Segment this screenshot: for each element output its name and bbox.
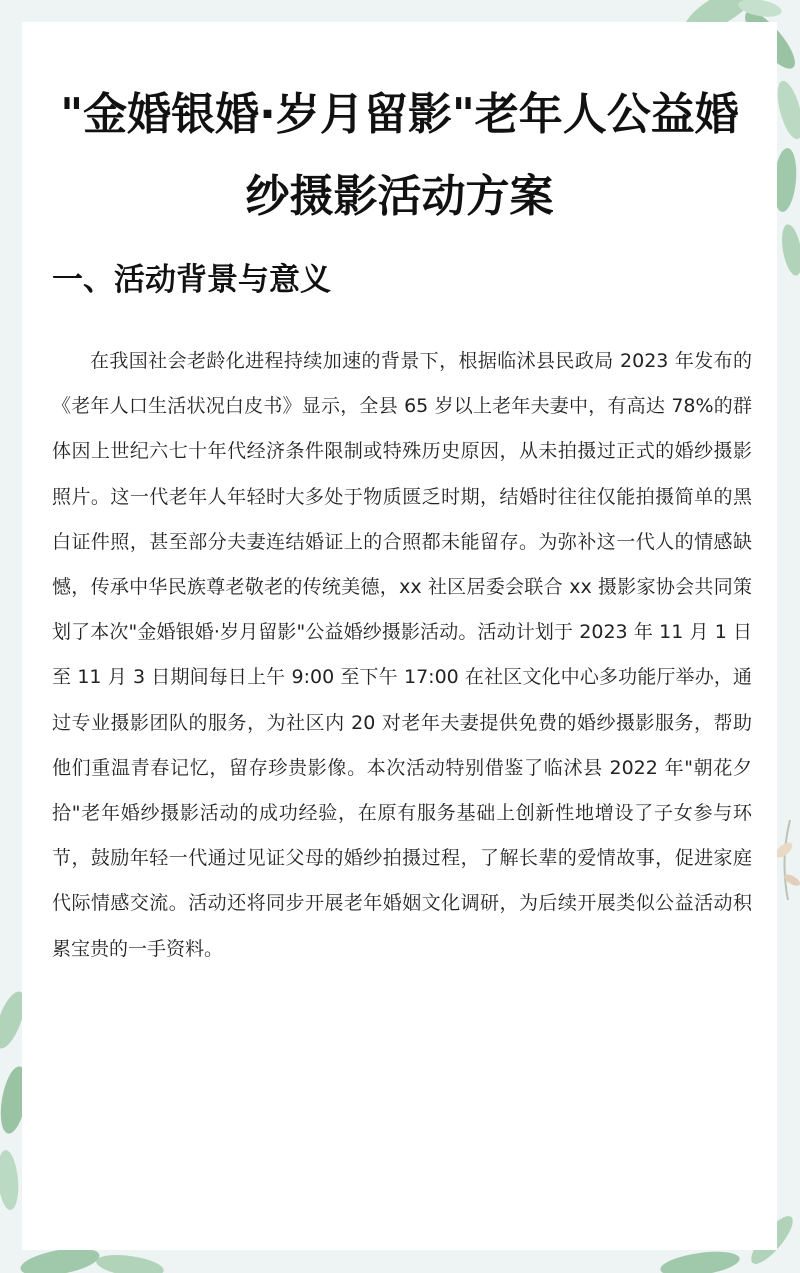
document-page (22, 22, 777, 1250)
right-sprig (773, 820, 800, 900)
body-paragraph: 在我国社会老龄化进程持续加速的背景下，根据临沭县民政局 2023 年发布的《老年人口生活状况白皮书》显示，全县 65 岁以上老年夫妻中，有高达 78%的群体因上世纪六七十年代经济条件限制或特殊历史原因，从未拍摄过正式的婚纱摄影照片。这一代老年人年轻时大多处于物质匮乏时期，结婚时往往仅能拍摄简单的黑白证件照，甚至部分夫妻连结婚证上的合照都未能留存。为弥补这一代人的情感缺憾，传承中华民族尊老敬老的传统美德，xx 社区居委会联合 xx 摄影家协会共同策划了本次"金婚银婚·岁月留影"公益婚纱摄影活动。活动计划于 2023 年 11 月 1 日至 11 月 3 日期间每日上午 9:00 至下午 17:00 在社区文化中心多功能厅举办，通过专业摄影团队的服务，为社区内 20 对老年夫妻提供免费的婚纱摄影服务，帮助他们重温青春记忆，留存珍贵影像。本次活动特别借鉴了临沭县 2022 年"朝花夕拾"老年婚纱摄影活动的成功经验，在原有服务基础上创新性地增设了子女参与环节，鼓励年轻一代通过见证父母的婚纱拍摄过程，了解长辈的爱情故事，促进家庭代际情感交流。活动还将同步开展老年婚姻文化调研，为后续开展类似公益活动积累宝贵的一手资料。 (52, 350, 752, 960)
document-title: "金婚银婚·岁月留影"老年人公益婚纱摄影活动方案 (60, 89, 739, 222)
section-heading: 一、活动背景与意义 (52, 262, 331, 298)
